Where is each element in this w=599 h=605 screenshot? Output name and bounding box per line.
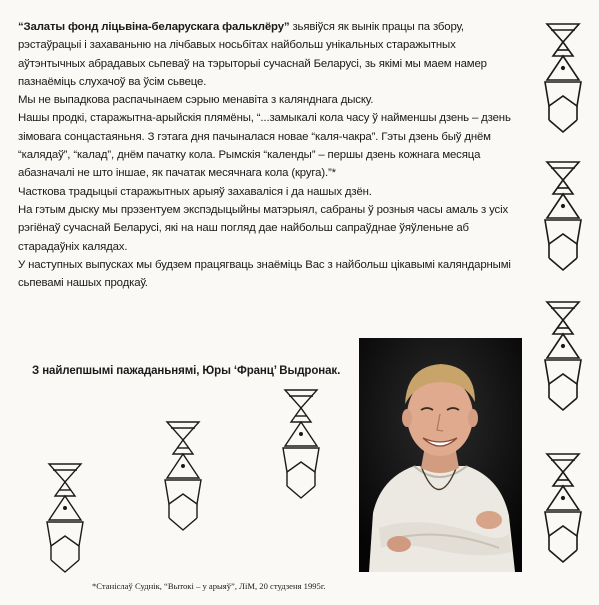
folk-figure-icon <box>276 388 326 508</box>
main-text <box>18 18 518 292</box>
intro-text: зьявiўся як вынiк працы па збору, рэстаўрацыi i захаваньню на лiчбавых носьбiтах найбольш унiкальных старажытных аўтэнтычных абрадавых сьпеваў на тэрыторыi сучаснай Беларусi, зь якiмi мы маем намер пазнаёмiць слухачоў ва ўсiм сьвеце. <box>18 21 487 88</box>
folk-figure-icon <box>543 22 583 142</box>
folk-figure-icon <box>543 160 583 280</box>
paragraph-4: На гэтым дыску мы прэзентуем экспэдыцыйны матэрыял, сабраны ў розныя часы амаль з усiх рэгiёнаў сучаснай Беларусi, якi на наш погляд дае найбольш сапраўднае ўяўленьне аб старадаўнiх калядах. <box>18 203 509 253</box>
signature: З найлепшымi пажаданьнямi, Юры ‘Франц’ Выдронак. <box>32 365 341 377</box>
paragraph-2: Нашы продкi, старажытна-арыйскiя плямёны, “...замыкалi кола часу ў найменшы дзень – дзень зiмовага сонцастаяньня. З гэтага дня пачыналася новае “каля-чакра”. Гэты дзень быў днём “калядаў”, “калад”, днём пачатку кола. Рымскiя “календы” – першы дзень кожнага месяца абазначалi не што iншае, як пачатак месячнага кола (круга).”* <box>18 112 511 180</box>
folk-figure-icon <box>543 300 583 420</box>
paragraph-1: Мы не выпадкова распачынаем сэрыю менавiта з калянднага дыску. <box>18 94 374 107</box>
footnote: *Станiслаў Суднiк, “Вытокi – у арыяў”, ЛiМ, 20 студзеня 1995г. <box>92 581 326 591</box>
paragraph-5: У наступных выпусках мы будзем працягваць знаёмiць Вас з найбольш цiкавымi каляндарнымi сьпевамi нашых продкаў. <box>18 258 511 290</box>
paragraph-3: Частковa традыцыi старажытных арыяў захавалiся i да нашых дзён. <box>18 185 372 198</box>
author-photo <box>359 338 522 572</box>
intro-paragraph <box>18 18 518 91</box>
album-title: “Залаты фонд лiцьвiна-беларускага фальклёру” <box>18 21 290 33</box>
folk-figure-icon <box>158 420 208 540</box>
folk-figure-icon <box>543 452 583 572</box>
folk-figure-icon <box>40 462 90 582</box>
